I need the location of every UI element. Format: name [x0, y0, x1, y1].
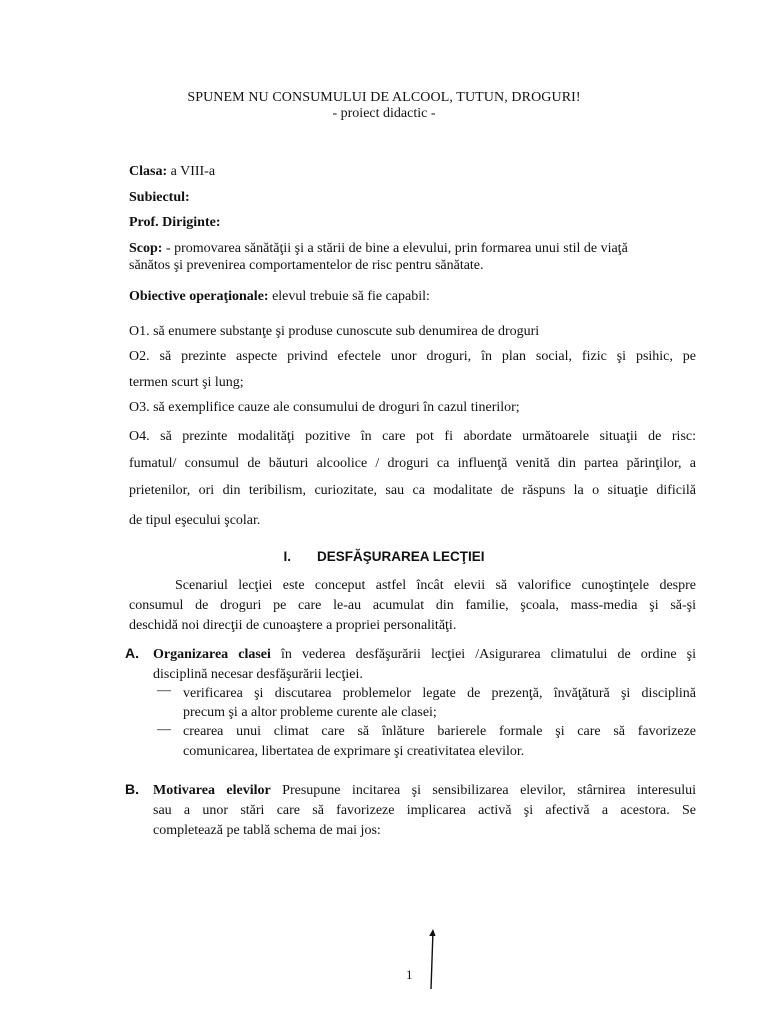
- page-number: 1: [406, 967, 413, 982]
- item-a-line-2: disciplină necesar desfăşurării lecţiei.: [153, 667, 363, 682]
- up-arrow-icon: [426, 928, 438, 990]
- item-b-letter: B.: [125, 781, 139, 797]
- scenario-line-3: deschidă noi direcţii de cunoaştere a propriei personalităţi.: [129, 618, 457, 633]
- bullet-item-2-line-2: comunicarea, libertatea de exprimare şi creativitatea elevilor.: [183, 744, 525, 759]
- obiective-text: elevul trebuie să fie capabil:: [268, 289, 430, 304]
- item-a-letter: A.: [125, 645, 139, 661]
- subiectul-label: Subiectul:: [129, 190, 190, 205]
- item-b-line-3: completează pe tablă schema de mai jos:: [153, 823, 381, 838]
- bullet-item-2-line-1: crearea unui climat care să înlăture barierele formale şi care să favorizeze: [183, 724, 696, 739]
- clasa-value: a VIII-a: [167, 164, 216, 179]
- scenario-line-2: consumul de droguri pe care le-au acumulat din familie, şcoala, mass-media şi să-şi: [129, 598, 696, 613]
- scop-line-2: sănătos şi prevenirea comportamentelor de risc pentru sănătate.: [129, 258, 484, 273]
- section-number: I.: [283, 549, 291, 564]
- objective-o4-line-3: prietenilor, ori din teribilism, curiozitate, sau ca modalitate de răspuns la o situaţie dificilă: [129, 483, 696, 498]
- bullet-item-1-line-1: verificarea şi discutarea problemelor legate de prezenţă, învăţătură şi disciplină: [183, 686, 696, 701]
- objective-o4-line-1: O4. să prezinte modalităţi pozitive în care pot fi abordate următoarele situaţii de risc:: [129, 429, 696, 444]
- section-title: DESFĂŞURAREA LECŢIEI: [317, 549, 485, 564]
- item-b-line-1: [153, 781, 696, 801]
- clasa-label: Clasa:: [129, 164, 168, 179]
- bullet-item-1-line-2: precum şi a altor probleme curente ale clasei;: [183, 705, 437, 720]
- objective-o4-line-2: fumatul/ consumul de băuturi alcoolice / droguri ca influenţă venită din partea părinţilor, a: [129, 456, 696, 471]
- prof-diriginte-label: Prof. Diriginte:: [129, 215, 221, 230]
- item-b-bold: Motivarea elevilor: [153, 783, 271, 798]
- objective-o2: [129, 347, 696, 393]
- item-b-text: Presupune incitarea şi sensibilizarea elevilor, stârnirea interesului: [270, 783, 696, 798]
- bullet-item: [183, 684, 696, 722]
- item-b: [153, 781, 696, 841]
- objective-o1: O1. să enumere substanţe şi produse cunoscute sub denumirea de droguri: [129, 324, 540, 339]
- objective-o2-line-2: termen scurt şi lung;: [129, 375, 244, 390]
- scop-text: - promovarea sănătăţii şi a stării de bine a elevului, prin formarea unui stil de viaţă: [162, 241, 628, 256]
- clasa-line: [129, 164, 215, 180]
- scenario-line-1: Scenariul lecţiei este conceput astfel încât elevii să valorifice cunoştinţele despre: [175, 578, 696, 593]
- item-a: [153, 645, 696, 685]
- item-a-bold: Organizarea clasei: [153, 647, 271, 662]
- objective-o3: O3. să exemplifice cauze ale consumului de droguri în cazul tinerilor;: [129, 400, 520, 415]
- item-a-text: în vederea desfăşurării lecţiei /Asigurarea climatului de ordine şi: [270, 647, 696, 662]
- item-b-line-2: sau a unor stări care să favorizeze implicarea activă şi afectivă a acestora. Se: [153, 803, 696, 818]
- document-subtitle: - proiect didactic -: [332, 106, 436, 121]
- scop-label: Scop:: [129, 241, 163, 256]
- obiective-line: [129, 289, 430, 305]
- item-a-line-1: [153, 645, 696, 665]
- objective-o4: [129, 423, 696, 534]
- bullet-dash: ―: [157, 683, 171, 698]
- obiective-label: Obiective operaţionale:: [129, 289, 269, 304]
- scop-block: [129, 240, 628, 274]
- bullet-dash: ―: [157, 722, 171, 737]
- scop-line-1: [129, 240, 628, 257]
- document-title: SPUNEM NU CONSUMULUI DE ALCOOL, TUTUN, DROGURI!: [187, 90, 581, 105]
- bullet-item: [183, 722, 696, 762]
- objective-o4-line-4: de tipul eşecului şcolar.: [129, 513, 261, 528]
- section-heading: [0, 549, 768, 564]
- objective-o2-line-1: O2. să prezinte aspecte privind efectele unor droguri, în plan social, fizic şi psihic, pe: [129, 349, 696, 364]
- scenario-paragraph: [129, 576, 696, 636]
